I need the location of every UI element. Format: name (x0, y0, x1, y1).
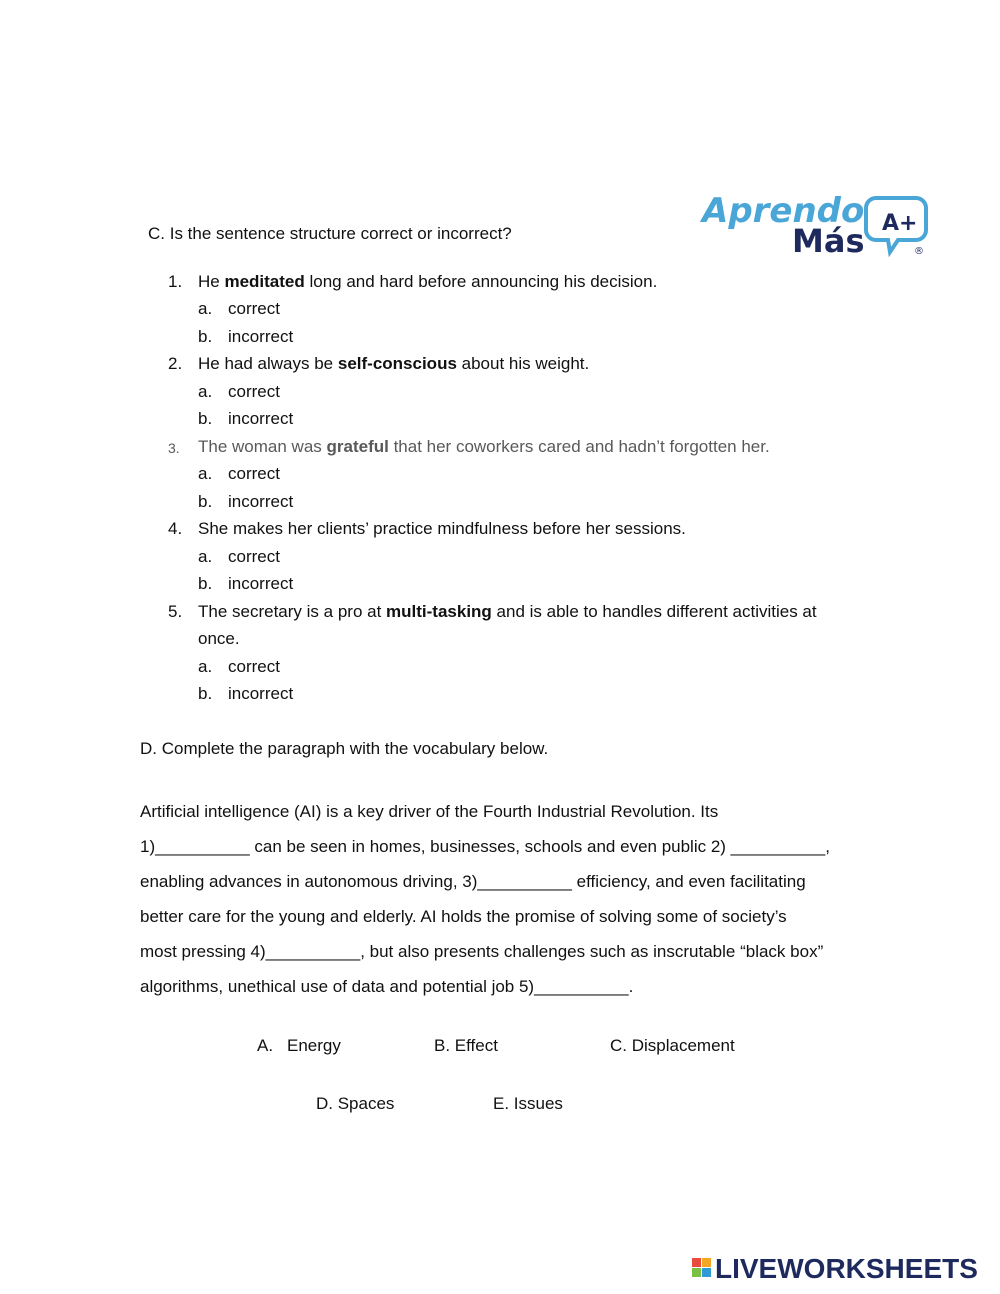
question-2-text: He had always be self-conscious about his weight. (198, 354, 590, 373)
logo-square (692, 1268, 701, 1277)
question-2-option-b-label: b. (198, 409, 213, 428)
question-1-option-b-label: b. (198, 327, 213, 346)
question-4-option-b[interactable]: incorrect (228, 574, 294, 593)
section-d-title: D. Complete the paragraph with the vocabulary below. (140, 739, 549, 758)
question-5-option-b[interactable]: incorrect (228, 684, 294, 703)
paragraph-line[interactable]: 1)__________ can be seen in homes, businesses, schools and even public 2) __________, (140, 837, 830, 856)
vocab-a-word[interactable]: Energy (287, 1036, 341, 1055)
paragraph-line: Artificial intelligence (AI) is a key driver of the Fourth Industrial Revolution. Its (140, 802, 719, 821)
question-1-number: 1. (168, 272, 183, 291)
vocab-c[interactable]: C. Displacement (610, 1036, 735, 1055)
logo-square (702, 1268, 711, 1277)
liveworksheets-wordmark: LIVEWORKSHEETS (715, 1253, 978, 1284)
question-1-option-a-label: a. (198, 299, 213, 318)
question-3-option-a-label: a. (198, 464, 213, 483)
question-4-text: She makes her clients’ practice mindfulness before her sessions. (198, 519, 686, 538)
vocab-e[interactable]: E. Issues (493, 1094, 563, 1113)
paragraph-line: better care for the young and elderly. AI holds the promise of solving some of society’s (140, 907, 787, 926)
liveworksheets-logo[interactable] (690, 1252, 990, 1284)
question-1-option-a[interactable]: correct (228, 299, 280, 318)
question-1-text: He meditated long and hard before announcing his decision. (198, 272, 658, 291)
question-1-option-b[interactable]: incorrect (228, 327, 294, 346)
vocab-b[interactable]: B. Effect (434, 1036, 498, 1055)
logo-badge-text: A+ (882, 211, 918, 236)
question-2-option-b[interactable]: incorrect (228, 409, 294, 428)
paragraph-line[interactable]: enabling advances in autonomous driving, 3)__________ efficiency, and even facilitating (140, 872, 806, 891)
question-4-option-b-label: b. (198, 574, 213, 593)
question-4-option-a[interactable]: correct (228, 547, 280, 566)
question-5-option-a[interactable]: correct (228, 657, 280, 676)
vocab-a-label: A. (257, 1036, 274, 1055)
question-3-option-b[interactable]: incorrect (228, 492, 294, 511)
question-2-option-a[interactable]: correct (228, 382, 280, 401)
question-3-option-a[interactable]: correct (228, 464, 280, 483)
question-5-option-b-label: b. (198, 684, 213, 703)
logo-registered-mark: ® (914, 246, 924, 257)
aprendo-mas-logo (700, 190, 932, 268)
question-4-option-a-label: a. (198, 547, 213, 566)
liveworksheets-squares-icon (692, 1258, 711, 1277)
paragraph-line[interactable]: algorithms, unethical use of data and potential job 5)__________. (140, 977, 634, 996)
question-5-option-a-label: a. (198, 657, 213, 676)
logo-square (702, 1258, 711, 1267)
cloze-paragraph (140, 794, 870, 1004)
paragraph-line[interactable]: most pressing 4)__________, but also presents challenges such as inscrutable “black box” (140, 942, 824, 961)
logo-word-mas: Más (792, 222, 865, 260)
question-5-text-line2: once. (198, 629, 240, 648)
section-c-title: C. Is the sentence structure correct or incorrect? (148, 224, 512, 243)
question-5-text: The secretary is a pro at multi-tasking and is able to handles different activities at (198, 602, 817, 621)
vocab-d[interactable]: D. Spaces (316, 1094, 395, 1113)
question-5-number: 5. (168, 602, 183, 621)
question-3-number: 3. (168, 440, 180, 456)
question-2-number: 2. (168, 354, 183, 373)
question-3-text: The woman was grateful that her coworkers cared and hadn’t forgotten her. (198, 437, 770, 456)
logo-square (692, 1258, 701, 1267)
question-4-number: 4. (168, 519, 183, 538)
question-3-option-b-label: b. (198, 492, 213, 511)
question-2-option-a-label: a. (198, 382, 213, 401)
logo-word-aprendo: Aprendo (702, 191, 865, 231)
